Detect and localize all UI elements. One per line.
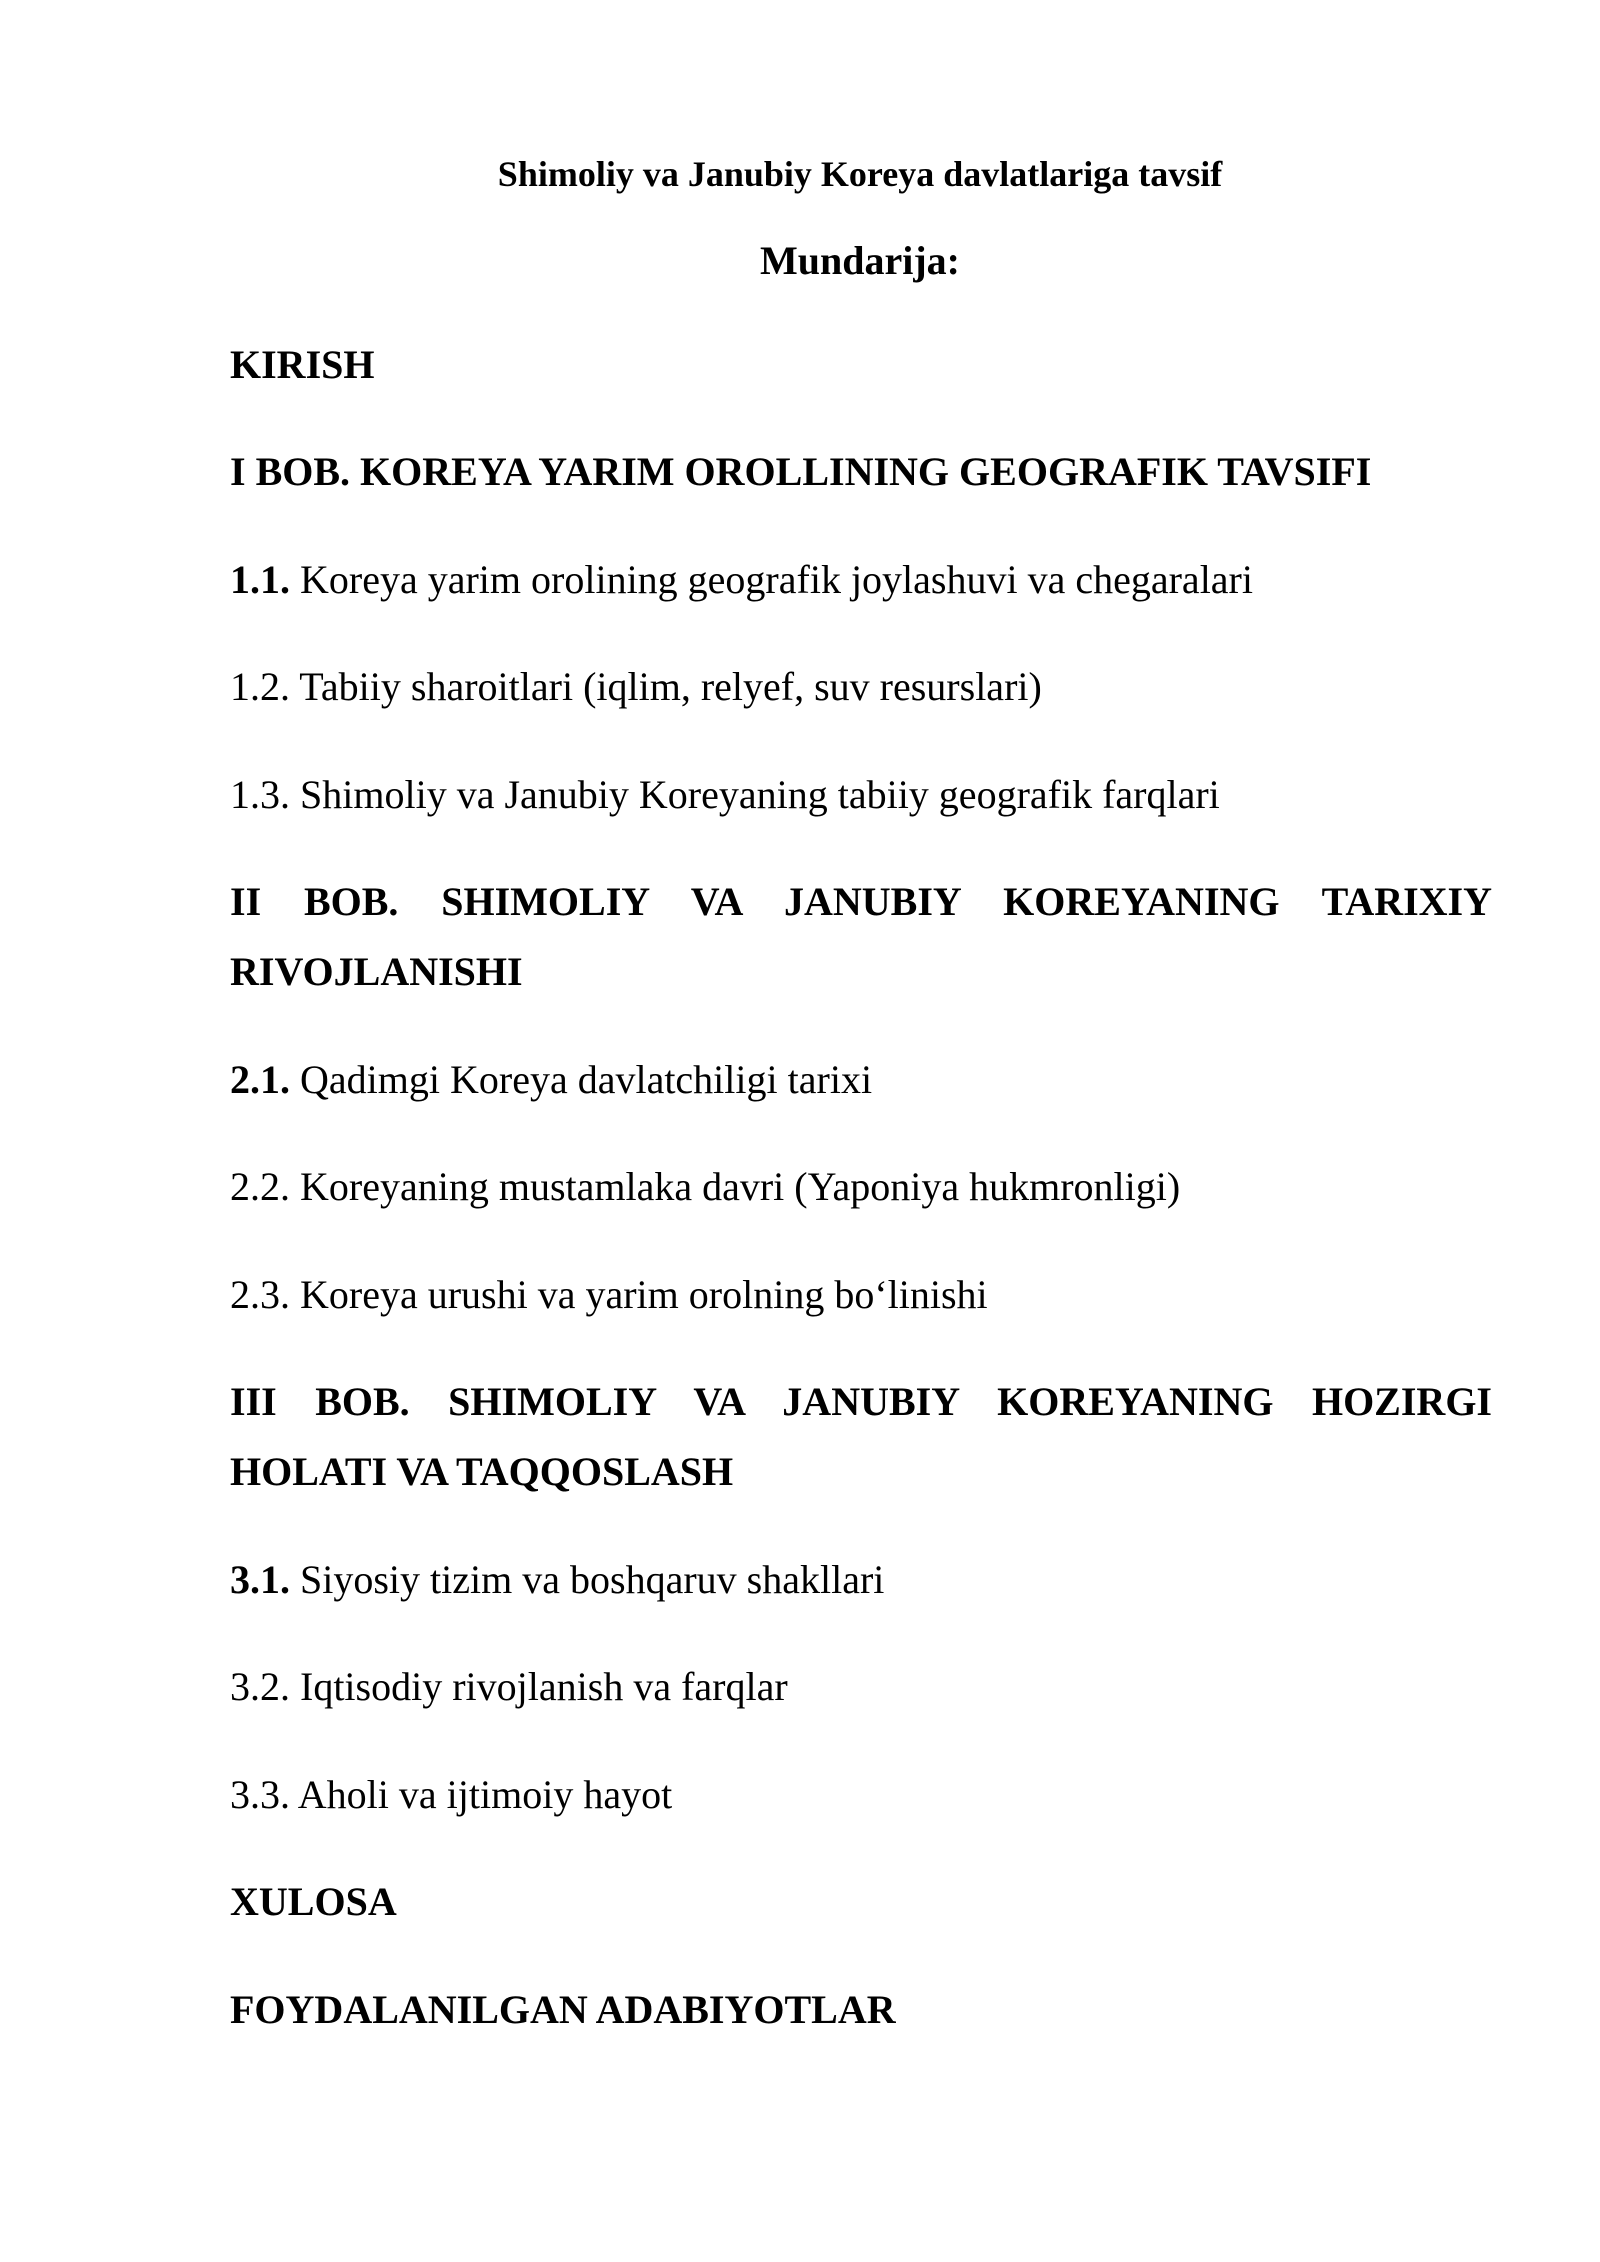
toc-chapter-1-title: I BOB. KOREYA YARIM OROLLINING GEOGRAFIK TAVSIFI (230, 449, 1372, 494)
toc-chapter-2-title-line-1: II BOB. SHIMOLIY VA JANUBIY KOREYANING TARIXIY (230, 879, 1492, 924)
toc-section-1-3: 1.3. Shimoliy va Janubiy Koreyaning tabiiy geografik farqlari (230, 772, 1220, 817)
toc-chapter-2-title-line-2: RIVOJLANISHI (230, 949, 523, 994)
toc-section-2-3: 2.3. Koreya urushi va yarim orolning bo‘linishi (230, 1272, 988, 1317)
document-title: Shimoliy va Janubiy Koreya davlatlariga tavsif (497, 154, 1223, 194)
toc-section-3-2: 3.2. Iqtisodiy rivojlanish va farqlar (230, 1664, 788, 1709)
toc-section-2-1-number: 2.1. (230, 1057, 290, 1102)
toc-section-2-2: 2.2. Koreyaning mustamlaka davri (Yaponiya hukmronligi) (230, 1164, 1181, 1209)
toc-chapter-3-title-line-2: HOLATI VA TAQQOSLASH (230, 1449, 734, 1494)
toc-references: FOYDALANILGAN ADABIYOTLAR (230, 1987, 896, 2032)
toc-section-3-1-text: Siyosiy tizim va boshqaruv shakllari (290, 1557, 885, 1602)
toc-section-1-1-number: 1.1. (230, 557, 290, 602)
toc-chapter-3-title-line-1: III BOB. SHIMOLIY VA JANUBIY KOREYANING HOZIRGI (230, 1379, 1492, 1424)
toc-section-2-1-text: Qadimgi Koreya davlatchiligi tarixi (290, 1057, 873, 1102)
contents-heading: Mundarija: (760, 238, 960, 283)
toc-section-3-1-number: 3.1. (230, 1557, 290, 1602)
toc-section-1-2: 1.2. Tabiiy sharoitlari (iqlim, relyef, suv resurslari) (230, 664, 1042, 709)
toc-section-1-1 (230, 545, 1492, 615)
toc-section-3-3: 3.3. Aholi va ijtimoiy hayot (230, 1772, 673, 1817)
toc-section-2-1 (230, 1045, 1492, 1115)
toc-section-1-1-text: Koreya yarim orolining geografik joylashuvi va chegaralari (290, 557, 1253, 602)
toc-conclusion: XULOSA (230, 1879, 397, 1924)
toc-section-3-1 (230, 1545, 1492, 1615)
toc-intro: KIRISH (230, 342, 375, 387)
